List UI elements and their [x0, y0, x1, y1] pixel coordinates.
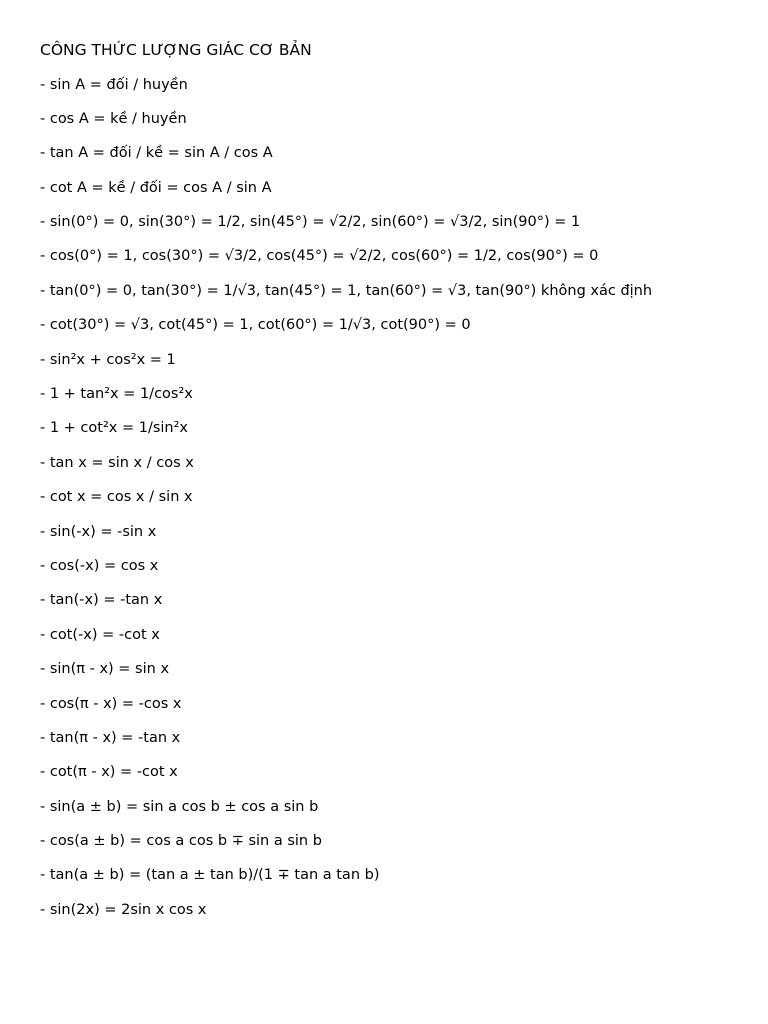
formula-line: - sin A = đối / huyền: [40, 76, 188, 93]
formula-line: - tan(0°) = 0, tan(30°) = 1/√3, tan(45°) = 1, tan(60°) = √3, tan(90°) không xác định: [40, 282, 653, 299]
formula-line: - cot(-x) = -cot x: [40, 626, 160, 643]
formula-line: - cos(-x) = cos x: [40, 557, 159, 574]
formula-line: - cot(π - x) = -cot x: [40, 764, 178, 781]
formula-line: - cot x = cos x / sin x: [40, 489, 193, 506]
formula-line: - tan(a ± b) = (tan a ± tan b)/(1 ∓ tan a tan b): [40, 867, 380, 884]
document-title: CÔNG THỨC LƯỢNG GIÁC CƠ BẢN: [40, 41, 312, 59]
formula-line: - sin(π - x) = sin x: [40, 661, 170, 678]
formula-line: - cos A = kề / huyền: [40, 110, 187, 127]
formula-line: - 1 + tan²x = 1/cos²x: [40, 386, 193, 403]
formula-line: - tan A = đối / kề = sin A / cos A: [40, 145, 273, 162]
formula-list: [40, 75, 740, 920]
formula-line: - sin(2x) = 2sin x cos x: [40, 901, 207, 918]
formula-line: - sin(-x) = -sin x: [40, 523, 157, 540]
formula-line: - sin²x + cos²x = 1: [40, 351, 176, 368]
formula-line: - cos(0°) = 1, cos(30°) = √3/2, cos(45°) = √2/2, cos(60°) = 1/2, cos(90°) = 0: [40, 248, 599, 265]
formula-line: - cot A = kề / đối = cos A / sin A: [40, 179, 272, 196]
formula-line: - tan x = sin x / cos x: [40, 454, 194, 471]
formula-line: - cos(a ± b) = cos a cos b ∓ sin a sin b: [40, 833, 322, 850]
formula-line: - sin(a ± b) = sin a cos b ± cos a sin b: [40, 798, 319, 815]
formula-line: - tan(π - x) = -tan x: [40, 729, 181, 746]
document-page: [40, 40, 740, 934]
formula-line: - cot(30°) = √3, cot(45°) = 1, cot(60°) = 1/√3, cot(90°) = 0: [40, 317, 471, 334]
formula-line: - sin(0°) = 0, sin(30°) = 1/2, sin(45°) = √2/2, sin(60°) = √3/2, sin(90°) = 1: [40, 214, 581, 231]
formula-line: - cos(π - x) = -cos x: [40, 695, 182, 712]
formula-line: - tan(-x) = -tan x: [40, 592, 163, 609]
formula-line: - 1 + cot²x = 1/sin²x: [40, 420, 189, 437]
